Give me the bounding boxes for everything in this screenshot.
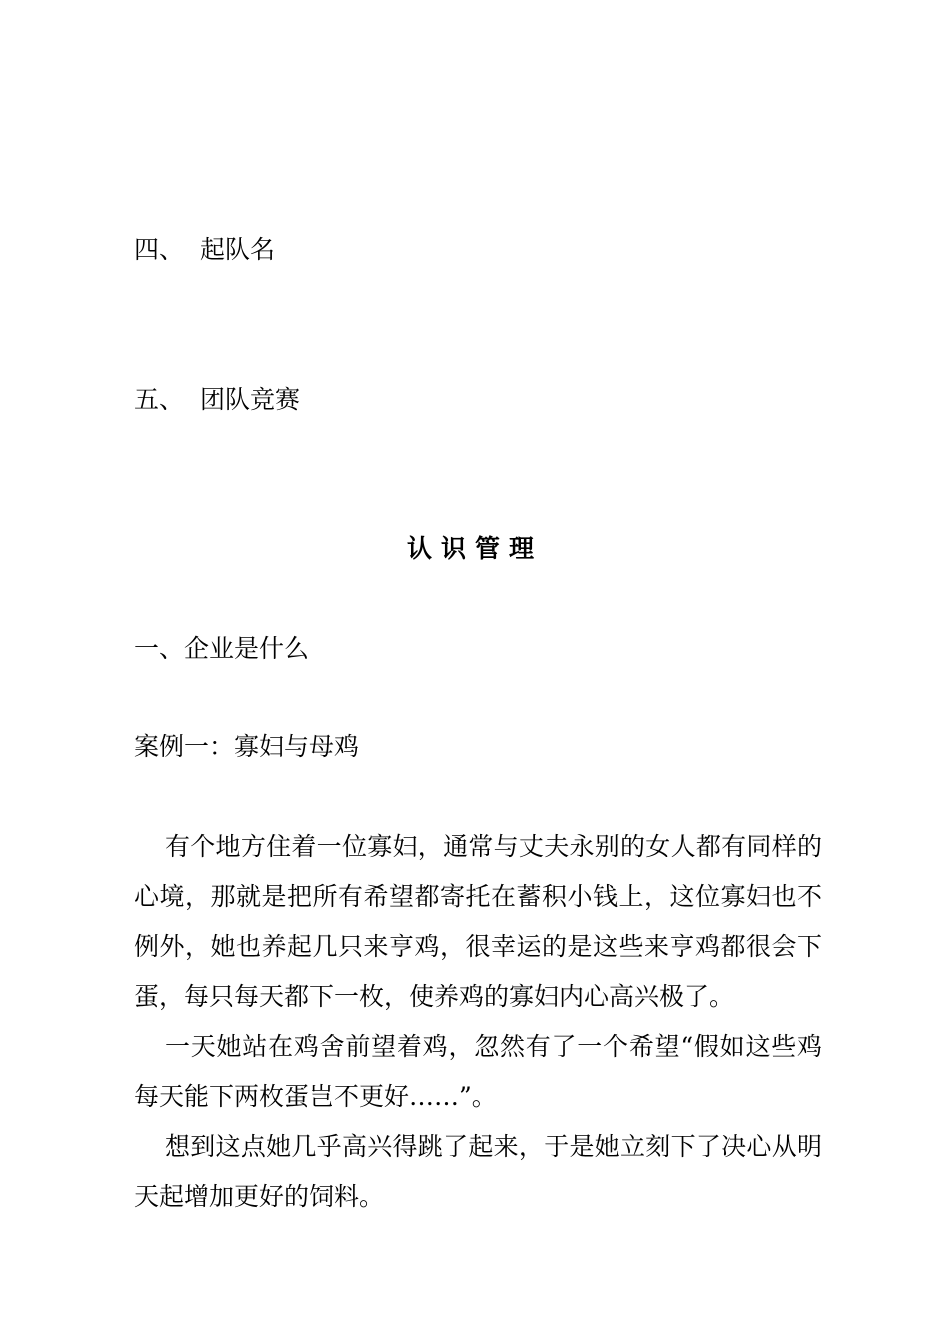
main-title: 认识管理 bbox=[406, 534, 543, 563]
heading-enterprise: 一、企业是什么 bbox=[134, 634, 310, 663]
story-paragraph-2: 一天她站在鸡舍前望着鸡，忽然有了一个希望“假如这些鸡每天能下两枚蛋岂不更好……”。 bbox=[134, 1032, 822, 1111]
case-title: 案例一：寡妇与母鸡 bbox=[134, 732, 360, 761]
story-paragraph-3: 想到这点她几乎高兴得跳了起来，于是她立刻下了决心从明天起增加更好的饲料。 bbox=[134, 1132, 822, 1211]
story-paragraph-1: 有个地方住着一位寡妇，通常与丈夫永别的女人都有同样的心境，那就是把所有希望都寄托在蓄积小钱上，这位寡妇也不例外，她也养起几只来亨鸡，很幸运的是这些来亨鸡都很会下蛋，每只每天都下一枚，使养鸡的寡妇内心高兴极了。 bbox=[134, 832, 822, 1011]
section-four-marker: 四、 bbox=[134, 235, 185, 264]
section-four-title: 起队名 bbox=[200, 235, 276, 264]
section-five-marker: 五、 bbox=[134, 385, 185, 414]
section-five-title: 团队竞赛 bbox=[200, 385, 301, 414]
section-five-heading bbox=[134, 387, 300, 412]
section-four-heading bbox=[134, 237, 275, 262]
